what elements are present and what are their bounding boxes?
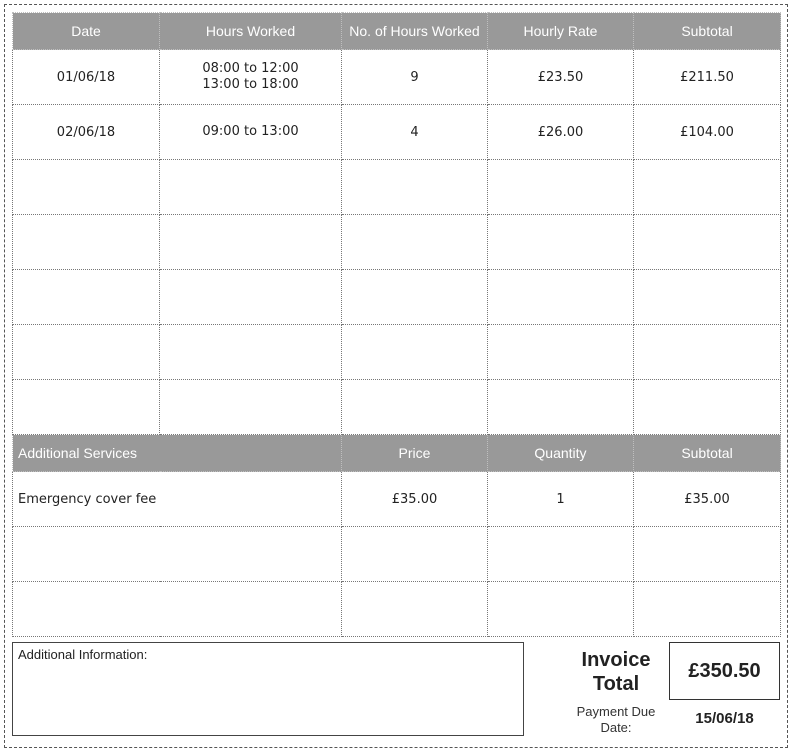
table-row (13, 380, 781, 435)
service-row (13, 527, 781, 582)
hours-worked-line: 09:00 to 13:00 (202, 124, 299, 139)
table-row (13, 105, 781, 160)
payment-due-label: Payment Due Date: (576, 704, 656, 735)
num-hours-cell[interactable]: 4 (342, 105, 488, 160)
date-cell[interactable]: 01/06/18 (13, 50, 160, 105)
hours-worked-line: 08:00 to 12:00 (202, 61, 299, 76)
hourly-rate-cell[interactable]: £23.50 (488, 50, 634, 105)
subtotal-cell[interactable]: £104.00 (634, 105, 781, 160)
hourly-rate-cell[interactable] (488, 325, 634, 380)
hours-header-row (13, 13, 781, 50)
service-subtotal-cell[interactable] (634, 582, 781, 637)
num-hours-cell[interactable] (342, 215, 488, 270)
hourly-rate-cell[interactable]: £26.00 (488, 105, 634, 160)
service-row (13, 582, 781, 637)
service-name-cell[interactable] (13, 527, 342, 582)
num-hours-cell[interactable] (342, 325, 488, 380)
table-row (13, 325, 781, 380)
service-row (13, 472, 781, 527)
service-subtotal-cell[interactable]: £35.00 (634, 472, 781, 527)
price-cell[interactable]: £35.00 (342, 472, 488, 527)
subtotal-cell[interactable]: £211.50 (634, 50, 781, 105)
num-hours-cell[interactable]: 9 (342, 50, 488, 105)
subtotal-cell[interactable] (634, 380, 781, 435)
table-row (13, 160, 781, 215)
hours-worked-cell[interactable] (160, 160, 342, 215)
date-cell[interactable] (13, 215, 160, 270)
subtotal-cell[interactable] (634, 160, 781, 215)
hourly-rate-cell[interactable] (488, 160, 634, 215)
hourly-rate-cell[interactable] (488, 270, 634, 325)
table-row (13, 50, 781, 105)
header-quantity: Quantity (488, 435, 634, 472)
services-header-row (13, 435, 781, 472)
quantity-cell[interactable]: 1 (488, 472, 634, 527)
header-date: Date (13, 13, 160, 50)
hours-worked-cell[interactable] (160, 50, 342, 105)
hours-worked-cell[interactable] (160, 380, 342, 435)
invoice-total-label: Invoice Total (581, 649, 651, 695)
quantity-cell[interactable] (488, 582, 634, 637)
header-hourly-rate: Hourly Rate (488, 13, 634, 50)
service-name-cell[interactable] (13, 582, 342, 637)
num-hours-cell[interactable] (342, 270, 488, 325)
hours-worked-cell[interactable] (160, 270, 342, 325)
header-price: Price (342, 435, 488, 472)
hours-worked-cell[interactable] (160, 215, 342, 270)
table-row (13, 270, 781, 325)
date-cell[interactable] (13, 270, 160, 325)
hours-worked-cell[interactable] (160, 325, 342, 380)
additional-information-field[interactable] (12, 642, 524, 736)
hourly-rate-cell[interactable] (488, 380, 634, 435)
header-num-hours: No. of Hours Worked (342, 13, 488, 50)
price-cell[interactable] (342, 582, 488, 637)
date-cell[interactable] (13, 160, 160, 215)
date-cell[interactable] (13, 325, 160, 380)
date-cell[interactable]: 02/06/18 (13, 105, 160, 160)
invoice-table (12, 12, 781, 637)
hours-worked-line: 13:00 to 18:00 (202, 77, 299, 92)
hours-worked-cell[interactable] (160, 105, 342, 160)
payment-due-value: 15/06/18 (695, 710, 754, 727)
service-subtotal-cell[interactable] (634, 527, 781, 582)
subtotal-cell[interactable] (634, 325, 781, 380)
header-hours-worked: Hours Worked (160, 13, 342, 50)
date-cell[interactable] (13, 380, 160, 435)
num-hours-cell[interactable] (342, 380, 488, 435)
num-hours-cell[interactable] (342, 160, 488, 215)
quantity-cell[interactable] (488, 527, 634, 582)
subtotal-cell[interactable] (634, 270, 781, 325)
invoice-total-value: £350.50 (669, 642, 780, 700)
additional-information-label: Additional Information: (18, 647, 148, 662)
subtotal-cell[interactable] (634, 215, 781, 270)
header-service-subtotal: Subtotal (634, 435, 781, 472)
price-cell[interactable] (342, 527, 488, 582)
service-name-cell[interactable]: Emergency cover fee (13, 472, 342, 527)
header-additional-services: Additional Services (13, 435, 342, 472)
table-row (13, 215, 781, 270)
header-subtotal: Subtotal (634, 13, 781, 50)
hourly-rate-cell[interactable] (488, 215, 634, 270)
